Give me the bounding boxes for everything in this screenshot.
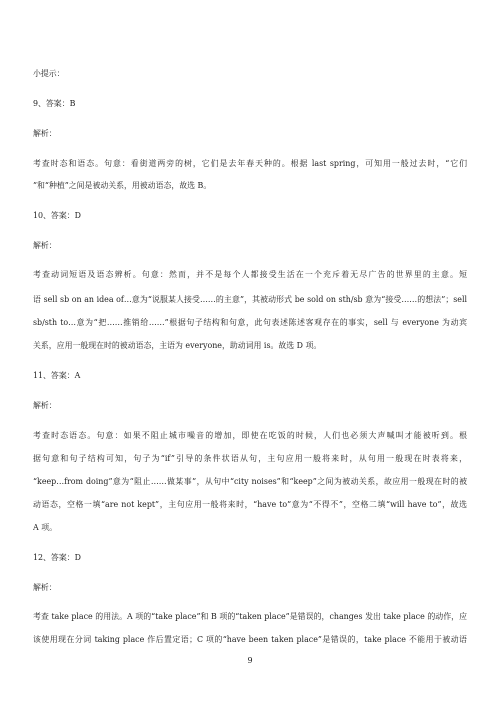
answer-11: 11、答案：A xyxy=(33,371,81,380)
explanation-9-line-1: 考查时态和语态。句意：看街道两旁的树，它们是去年春天种的。根据 last spring，可知用一般过去时，“它们 xyxy=(33,159,467,168)
explanation-11-line-5: A 项。 xyxy=(33,523,57,532)
answer-12: 12、答案：D xyxy=(33,553,81,562)
answer-10: 10、答案：D xyxy=(33,211,81,220)
analysis-label-10: 解析： xyxy=(33,241,57,250)
explanation-10-line-2: 语 sell sb on an idea of…意为“说服某人接受……的主意”，其被动形式 be sold on sth/sb 意为“接受……的想法”；sell xyxy=(33,295,467,304)
explanation-11-line-4: 动语态，空格一填“are not kept”，主句应用一般将来时，“have to”意为“不得不”，空格二填“will have to”，故选 xyxy=(33,500,467,509)
answer-9: 9、答案：B xyxy=(33,99,76,108)
explanation-10-line-4: 关系，应用一般现在时的被动语态，主语为 everyone，助动词用 is。故选 D 项。 xyxy=(33,341,322,350)
explanation-9-line-2: ”和“种植”之间是被动关系，用被动语态，故选 B。 xyxy=(33,181,212,190)
explanation-11-line-3: “keep…from doing”意为“阻止……做某事”，从句中“city noises”和“keep”之间为被动关系，故应用一般现在时的被 xyxy=(33,477,467,486)
explanation-11-line-1: 考查时态语态。句意：如果不阻止城市噪音的增加，即使在吃饭的时候，人们也必须大声喊叫才能被听到。根 xyxy=(33,431,467,440)
analysis-label-12: 解析： xyxy=(33,583,57,592)
page-number: 9 xyxy=(247,656,253,665)
explanation-11-line-2: 据句意和句子结构可知，句子为“if”引导的条件状语从句，主句应用一般将来时，从句用一般现在时表将来， xyxy=(33,454,467,463)
explanation-12-line-2: 该使用现在分词 taking place 作后置定语；C 项的“have been taken place”是错误的，take place 不能用于被动语 xyxy=(33,635,467,644)
analysis-label-11: 解析： xyxy=(33,401,57,410)
tip-heading: 小提示： xyxy=(33,69,65,78)
explanation-10-line-3: sb/sth to…意为“把……推销给……”根据句子结构和句意，此句表述陈述客观存在的事实，sell 与 everyone 为动宾 xyxy=(33,318,467,327)
explanation-12-line-1: 考查 take place 的用法。A 项的“take place”和 B 项的“taken place”是错误的，changes 发出 take place 的动作，应 xyxy=(33,612,467,621)
analysis-label-9: 解析： xyxy=(33,129,57,138)
explanation-10-line-1: 考查动词短语及语态辨析。句意：然而，并不是每个人都接受生活在一个充斥着无尽广告的世界里的主意。短 xyxy=(33,270,467,279)
